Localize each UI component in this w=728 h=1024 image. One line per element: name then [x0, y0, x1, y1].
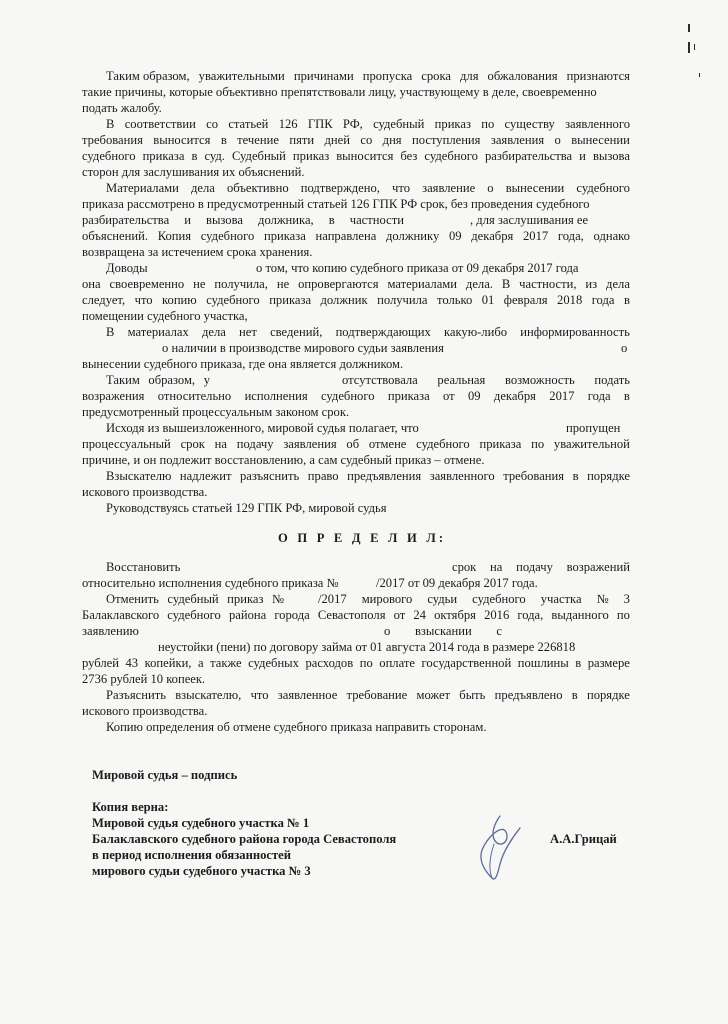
- paragraph-line: срок на подачу возражений: [452, 560, 630, 574]
- margin-mark: [688, 42, 690, 53]
- paragraph-line: пропущен: [566, 421, 621, 435]
- paragraph-line: /2017 мирового судьи судебного участка № 3: [318, 592, 630, 606]
- paragraph-line: подать жалобу.: [82, 101, 162, 115]
- paragraph-line: она своевременно не получила, не опровергаются материалами дела. В частности, из дела: [82, 277, 630, 291]
- paragraph-line: следует, что копию судебного приказа должник получила только 01 февраля 2018 года в: [82, 293, 630, 307]
- signature-line: мирового судьи судебного участка № 3: [92, 864, 311, 878]
- paragraph-line: требования выносится в течение пяти дней со дня поступления заявления о вынесении: [82, 133, 630, 147]
- paragraph-line: неустойки (пени) по договору займа от 01 августа 2014 года в размере 226818: [158, 640, 576, 654]
- paragraph-line: о том, что копию судебного приказа от 09 декабря 2017 года: [256, 261, 579, 275]
- paragraph-line: Копию определения об отмене судебного приказа направить сторонам.: [106, 720, 487, 734]
- margin-mark: [694, 44, 695, 50]
- paragraph-line: отсутствовала реальная возможность подать: [342, 373, 630, 387]
- signature-line: Балаклавского судебного района города Севастополя: [92, 832, 397, 846]
- paragraph-line: Руководствуясь статьей 129 ГПК РФ, мировой судья: [106, 501, 387, 515]
- paragraph-line: Исходя из вышеизложенного, мировой судья полагает, что: [106, 421, 419, 435]
- handwritten-signature: [470, 810, 530, 890]
- paragraph-line: о взыскании с: [384, 624, 502, 638]
- signature-line: в период исполнения обязанностей: [92, 848, 292, 862]
- margin-mark: [699, 73, 700, 77]
- paragraph-line: Балаклавского судебного района города Севастополя от 24 октября 2016 года, выданного по: [82, 608, 630, 622]
- paragraph-line: возражения относительно исполнения судебного приказа от 09 декабря 2017 года в: [82, 389, 630, 403]
- paragraph-line: вынесении судебного приказа, где она является должником.: [82, 357, 404, 371]
- copy-true-label: Копия верна:: [92, 800, 169, 814]
- paragraph-line: о наличии в производстве мирового судьи заявления: [162, 341, 444, 355]
- paragraph-line: искового производства.: [82, 704, 208, 718]
- paragraph-line: приказа рассмотрено в предусмотренный статьей 126 ГПК РФ срок, без проведения судебного: [82, 197, 590, 211]
- paragraph-line: такие причины, которые объективно препятствовали лицу, участвующему в деле, своевременно: [82, 85, 597, 99]
- paragraph-line: объяснений. Копия судебного приказа направлена должнику 09 декабря 2017 года, однако: [82, 229, 630, 243]
- paragraph-line: сторон для заслушивания их объяснений.: [82, 165, 305, 179]
- paragraph-line: искового производства.: [82, 485, 208, 499]
- paragraph-line: В материалах дела нет сведений, подтверждающих какую-либо информированность: [106, 325, 630, 339]
- paragraph-line: 2736 рублей 10 копеек.: [82, 672, 206, 686]
- paragraph-line: предусмотренный процессуальным законом срок.: [82, 405, 350, 419]
- paragraph-line: Взыскателю надлежит разъяснить право предъявления заявленного требования в порядке: [106, 469, 630, 483]
- paragraph-line: Таким образом, у: [106, 373, 210, 387]
- paragraph-line: Восстановить: [106, 560, 181, 574]
- paragraph-line: относительно исполнения судебного приказа №: [82, 576, 339, 590]
- paragraph-line: Материалами дела объективно подтверждено, что заявление о вынесении судебного: [106, 181, 630, 195]
- paragraph-line: /2017 от 09 декабря 2017 года.: [376, 576, 538, 590]
- paragraph-line: рублей 43 копейки, а также судебных расходов по оплате государственной пошлины в размере: [82, 656, 630, 670]
- section-heading: О П Р Е Д Е Л И Л:: [278, 531, 447, 545]
- signature-line: Мировой судья судебного участка № 1: [92, 816, 310, 830]
- paragraph-line: Таким образом, уважительными причинами пропуска срока для обжалования признаются: [106, 69, 630, 83]
- paragraph-line: о: [621, 341, 628, 355]
- paragraph-line: , для заслушивания ее: [470, 213, 589, 227]
- judge-name: А.А.Грицай: [550, 832, 617, 846]
- paragraph-line: заявлению: [82, 624, 139, 638]
- margin-mark: [688, 24, 690, 32]
- paragraph-line: процессуальный срок на подачу заявления об отмене судебного приказа по уважительной: [82, 437, 630, 451]
- paragraph-line: Разъяснить взыскателю, что заявленное требование может быть предъявлено в порядке: [106, 688, 630, 702]
- paragraph-line: помещении судебного участка,: [82, 309, 248, 323]
- paragraph-line: возвращена за истечением срока хранения.: [82, 245, 313, 259]
- paragraph-line: судебного приказа в суд. Судебный приказ выносится без судебного разбирательства и вызова: [82, 149, 630, 163]
- judge-signature-line: Мировой судья – подпись: [92, 768, 238, 782]
- paragraph-line: Доводы: [106, 261, 148, 275]
- paragraph-line: причине, и он подлежит восстановлению, а сам судебный приказ – отмене.: [82, 453, 485, 467]
- paragraph-line: разбирательства и вызова должника, в частности: [82, 213, 404, 227]
- paragraph-line: Отменить судебный приказ №: [106, 592, 284, 606]
- paragraph-line: В соответствии со статьей 126 ГПК РФ, судебный приказ по существу заявленного: [106, 117, 630, 131]
